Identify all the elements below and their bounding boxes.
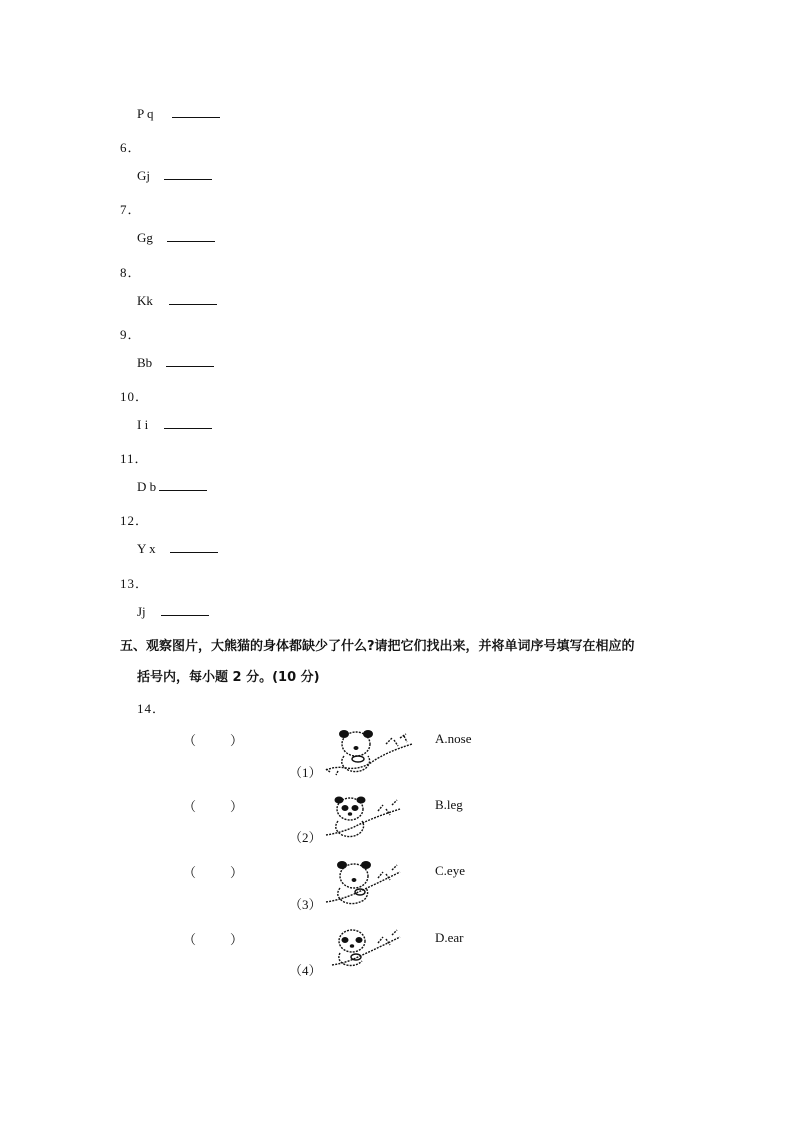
panda-eating-bamboo-icon	[320, 726, 416, 776]
letter-pair-row	[137, 293, 217, 309]
letter-pair: I i	[137, 417, 149, 432]
paren-close: ）	[230, 799, 244, 814]
option-word: D.ear	[435, 930, 464, 945]
paren-close: ）	[230, 733, 244, 748]
letter-pair: Kk	[137, 293, 153, 308]
letter-pair-row	[137, 417, 212, 433]
panda-eating-bamboo-icon	[320, 925, 404, 971]
picture-index: （2）	[289, 830, 322, 845]
answer-blank[interactable]	[169, 293, 217, 305]
answer-blank[interactable]	[159, 479, 207, 491]
question-number: 10．	[120, 389, 150, 404]
letter-pair: Y x	[137, 541, 156, 556]
answer-parentheses[interactable]	[183, 929, 243, 948]
answer-parentheses[interactable]	[183, 730, 243, 749]
question-number: 9．	[120, 327, 142, 342]
paren-close: ）	[230, 865, 244, 880]
option-word: A.nose	[435, 731, 472, 746]
answer-parentheses[interactable]	[183, 796, 243, 815]
question-number: 7．	[120, 202, 142, 217]
paren-open: （	[183, 799, 197, 814]
option-word: B.leg	[435, 797, 463, 812]
paren-open: （	[183, 932, 197, 947]
letter-pair-row	[137, 230, 215, 246]
answer-blank[interactable]	[172, 106, 220, 118]
question-number: 14．	[137, 701, 167, 716]
answer-blank[interactable]	[167, 230, 215, 242]
answer-blank[interactable]	[161, 604, 209, 616]
letter-pair: P q	[137, 106, 154, 121]
question-number: 6．	[120, 140, 142, 155]
section-heading-line2: 括号内，每小题 2 分。(10 分)	[137, 670, 320, 685]
letter-pair-row	[137, 168, 212, 184]
answer-blank[interactable]	[166, 355, 214, 367]
panda-eating-bamboo-icon	[320, 858, 404, 908]
picture-index: （1）	[289, 765, 322, 780]
letter-pair-row	[137, 479, 207, 495]
section-heading-line1: 五、观察图片，大熊猫的身体都缺少了什么?请把它们找出来，并将单词序号填写在相应的	[120, 639, 635, 654]
letter-pair-row	[137, 355, 214, 371]
letter-pair: Gj	[137, 168, 150, 183]
answer-parentheses[interactable]	[183, 862, 243, 881]
letter-pair: Bb	[137, 355, 153, 370]
picture-index: （3）	[289, 897, 322, 912]
letter-pair-row	[137, 541, 218, 557]
letter-pair: D b	[137, 479, 157, 494]
letter-pair: Gg	[137, 230, 153, 245]
question-number: 12．	[120, 513, 150, 528]
letter-pair-row	[137, 106, 220, 122]
panda-eating-bamboo-icon	[320, 793, 404, 841]
option-word: C.eye	[435, 863, 465, 878]
paren-close: ）	[230, 932, 244, 947]
question-number: 13．	[120, 576, 150, 591]
letter-pair-row	[137, 604, 209, 620]
picture-index: （4）	[289, 963, 322, 978]
letter-pair: Jj	[137, 604, 146, 619]
paren-open: （	[183, 733, 197, 748]
paren-open: （	[183, 865, 197, 880]
question-number: 11．	[120, 451, 149, 466]
answer-blank[interactable]	[164, 168, 212, 180]
answer-blank[interactable]	[170, 541, 218, 553]
question-number: 8．	[120, 265, 142, 280]
answer-blank[interactable]	[164, 417, 212, 429]
